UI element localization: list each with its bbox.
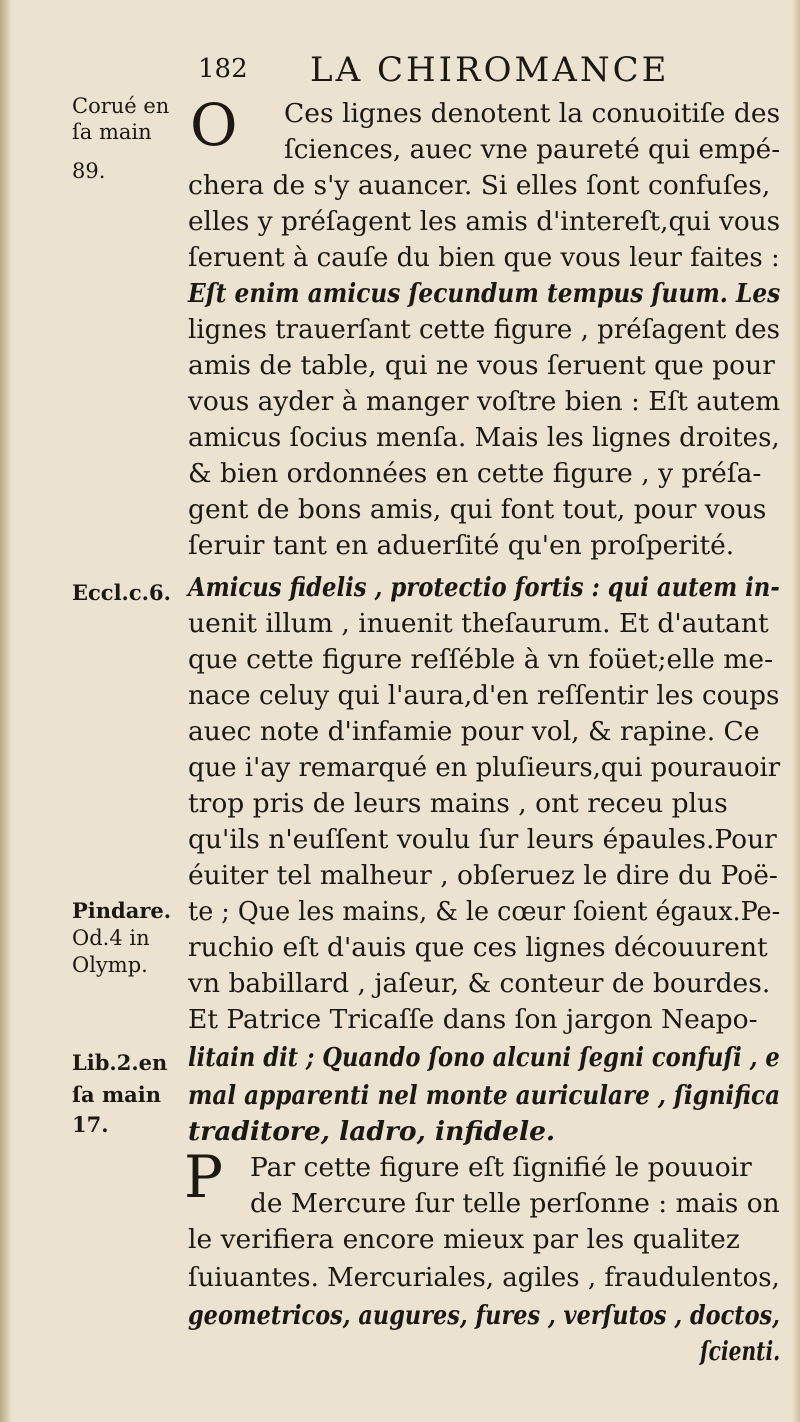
text-line: trop pris de leurs mains , ont receu plus <box>188 788 728 819</box>
text-line: le verifiera encore mieux par les qualitez <box>188 1224 740 1255</box>
text-line: vn babillard , jaſeur, & conteur de bourdes. <box>188 968 771 999</box>
margin-note: 17. <box>72 1112 109 1137</box>
text-line: Par cette figure eſt ſignifié le pouuoir <box>250 1152 752 1183</box>
running-head: LA CHIROMANCE <box>310 50 670 90</box>
text-line: nace celuy qui l'aura,d'en reſſentir les coups <box>188 680 780 711</box>
margin-note: Olymp. <box>72 953 148 977</box>
margin-note: Pindare. <box>72 898 172 923</box>
text-line: uenit illum , inuenit theſaurum. Et d'autant <box>188 608 769 639</box>
text-line: Ces lignes denotent la conuoitiſe des <box>284 98 781 129</box>
text-line: lignes trauerſant cette figure , préſagent des <box>188 314 780 345</box>
margin-note: ſa main <box>72 1082 162 1107</box>
text-line: ſuiuantes. Mercuriales, agiles , fraudulentos, <box>188 1262 780 1293</box>
text-line: qu'ils n'euſſent voulu ſur leurs épaules.Pour <box>188 824 777 855</box>
text-line: de Mercure ſur telle perſonne : mais on <box>250 1188 780 1219</box>
text-line: traditore, ladro, infidele. <box>188 1116 556 1147</box>
text-line: que i'ay remarqué en pluſieurs,qui pourauoir <box>188 752 781 783</box>
margin-note: ſa main <box>72 120 152 144</box>
text-line: Eſt enim amicus ſecundum tempus ſuum. Les <box>188 278 781 309</box>
text-line: ſeruent à cauſe du bien que vous leur faites : <box>188 242 780 273</box>
margin-note: 89. <box>72 159 106 183</box>
page-number: 182 <box>198 54 248 84</box>
text-line: geometricos, augures, fures , verſutos , doctos, <box>188 1300 780 1331</box>
text-line: amicus ſocius menſa. Mais les lignes droites, <box>188 422 780 453</box>
text-line: éuiter tel malheur , obſeruez le dire du Poë- <box>188 860 778 891</box>
text-line: te ; Que les mains, & le cœur ſoient égaux.Pe- <box>188 896 781 927</box>
text-line: Amicus fidelis , protectio fortis : qui autem in- <box>188 572 780 603</box>
text-line: vous ayder à manger voſtre bien : Eſt autem <box>188 386 781 417</box>
text-line: que cette figure reſſéble à vn foüet;elle me- <box>188 644 774 675</box>
text-line: ruchio eſt d'auis que ces lignes découurent <box>188 932 768 963</box>
text-line: ſciences, auec vne paureté qui empé- <box>284 134 781 165</box>
text-line: Et Patrice Tricaſſe dans ſon jargon Neapo- <box>188 1004 758 1035</box>
text-line: ſeruir tant en aduerſité qu'en proſperité. <box>188 530 735 561</box>
page-header <box>190 50 710 100</box>
text-line: gent de bons amis, qui font tout, pour vous <box>188 494 767 525</box>
drop-cap: P <box>184 1143 224 1211</box>
page-edge <box>792 0 800 1422</box>
text-line: ſcienti. <box>700 1336 781 1367</box>
text-line: & bien ordonnées en cette figure , y préſa- <box>188 458 762 489</box>
text-line: mal apparenti nel monte auriculare , ſignifica <box>188 1080 781 1111</box>
text-line: amis de table, qui ne vous ſeruent que pour <box>188 350 775 381</box>
margin-note: Corué en <box>72 94 170 118</box>
text-line: chera de s'y auancer. Si elles ſont confuſes, <box>188 170 771 201</box>
text-line: auec note d'infamie pour vol, & rapine. Ce <box>188 716 760 747</box>
page-gutter-shadow <box>0 0 12 1422</box>
text-line: litain dit ; Quando ſono alcuni ſegni confuſi , e <box>188 1042 780 1073</box>
drop-cap: O <box>190 91 238 159</box>
margin-note: Eccl.c.6. <box>72 580 171 605</box>
text-line: elles y préſagent les amis d'intereſt,qui vous <box>188 206 781 237</box>
margin-note: Od.4 in <box>72 926 150 950</box>
margin-note: Lib.2.en <box>72 1050 168 1075</box>
